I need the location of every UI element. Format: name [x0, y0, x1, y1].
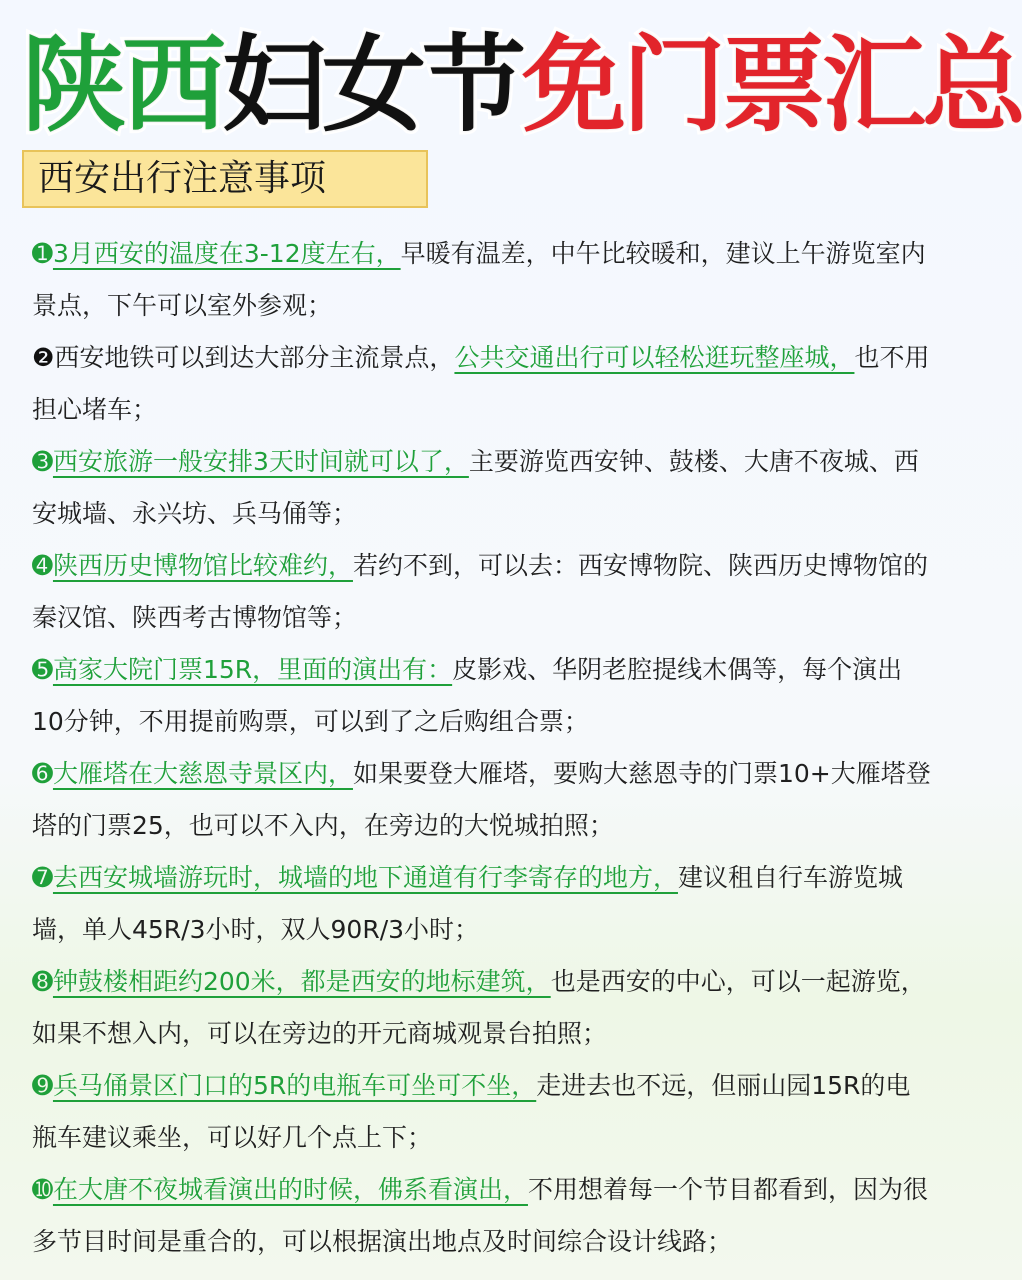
list-item — [32, 956, 932, 1060]
item-number: ➐ — [32, 863, 53, 892]
title-part-womens-day: 妇女节 — [222, 24, 523, 146]
item-text: 不用想着每一个节目都看到，因为很多节目时间是重合的，可以根据演出地点及时间综合设计线路； — [32, 1175, 928, 1256]
item-text: 也不用担心堵车； — [32, 343, 930, 424]
item-lead-text: 西安地铁可以到达大部分主流景点， — [54, 343, 455, 372]
page-title — [22, 24, 1022, 146]
item-text: 建议租自行车游览城墙，单人45R/3小时，双人90R/3小时； — [32, 863, 903, 944]
list-item — [32, 1060, 932, 1164]
list-item — [32, 644, 932, 748]
item-text: 如果要登大雁塔，要购大慈恩寺的门票10+大雁塔登塔的门票25，也可以不入内，在旁边的大悦城拍照； — [32, 759, 931, 840]
title-part-shaanxi: 陕西 — [22, 24, 223, 146]
item-text: 走进去也不远，但丽山园15R的电瓶车建议乘坐，可以好几个点上下； — [32, 1071, 911, 1152]
item-number: ➑ — [32, 967, 53, 996]
item-highlight: 公共交通出行可以轻松逛玩整座城， — [454, 343, 855, 372]
title-part-free-tickets: 免门票汇总 — [522, 24, 1022, 146]
list-item — [32, 748, 932, 852]
item-number: ❷ — [32, 343, 55, 372]
item-number: ➍ — [32, 551, 53, 580]
list-item — [32, 436, 932, 540]
section-heading: 西安出行注意事项 — [22, 150, 428, 208]
item-highlight: 高家大院门票15R，里面的演出有： — [52, 655, 453, 684]
list-item — [32, 852, 932, 956]
item-number: ➎ — [32, 655, 53, 684]
list-item — [32, 228, 932, 332]
item-highlight: 大雁塔在大慈恩寺景区内， — [52, 759, 353, 788]
item-highlight: 钟鼓楼相距约200米，都是西安的地标建筑， — [52, 967, 551, 996]
item-highlight: 西安旅游一般安排3天时间就可以了， — [52, 447, 469, 476]
item-number: ➓ — [32, 1175, 53, 1204]
item-number: ➏ — [32, 759, 53, 788]
item-highlight: 陕西历史博物馆比较难约， — [52, 551, 353, 580]
list-item — [32, 540, 932, 644]
item-text: 若约不到，可以去：西安博物院、陕西历史博物馆的秦汉馆、陕西考古博物馆等； — [32, 551, 928, 632]
item-highlight: 3月西安的温度在3-12度左右， — [52, 239, 401, 268]
item-text: 早暖有温差，中午比较暖和，建议上午游览室内景点，下午可以室外参观； — [32, 239, 926, 320]
list-item — [32, 1164, 932, 1268]
item-number: ➒ — [32, 1071, 53, 1100]
item-number: ➊ — [32, 239, 53, 268]
list-item — [32, 332, 932, 436]
item-text: 主要游览西安钟、鼓楼、大唐不夜城、西安城墙、永兴坊、兵马俑等； — [32, 447, 919, 528]
item-text: 也是西安的中心，可以一起游览，如果不想入内，可以在旁边的开元商城观景台拍照； — [32, 967, 926, 1048]
item-number: ➌ — [32, 447, 53, 476]
item-highlight: 去西安城墙游玩时，城墙的地下通道有行李寄存的地方， — [52, 863, 678, 892]
item-highlight: 在大唐不夜城看演出的时候，佛系看演出， — [52, 1175, 528, 1204]
tips-list — [32, 228, 932, 1268]
item-highlight: 兵马俑景区门口的5R的电瓶车可坐可不坐， — [52, 1071, 537, 1100]
item-text: 皮影戏、华阴老腔提线木偶等，每个演出10分钟，不用提前购票，可以到了之后购组合票； — [32, 655, 903, 736]
